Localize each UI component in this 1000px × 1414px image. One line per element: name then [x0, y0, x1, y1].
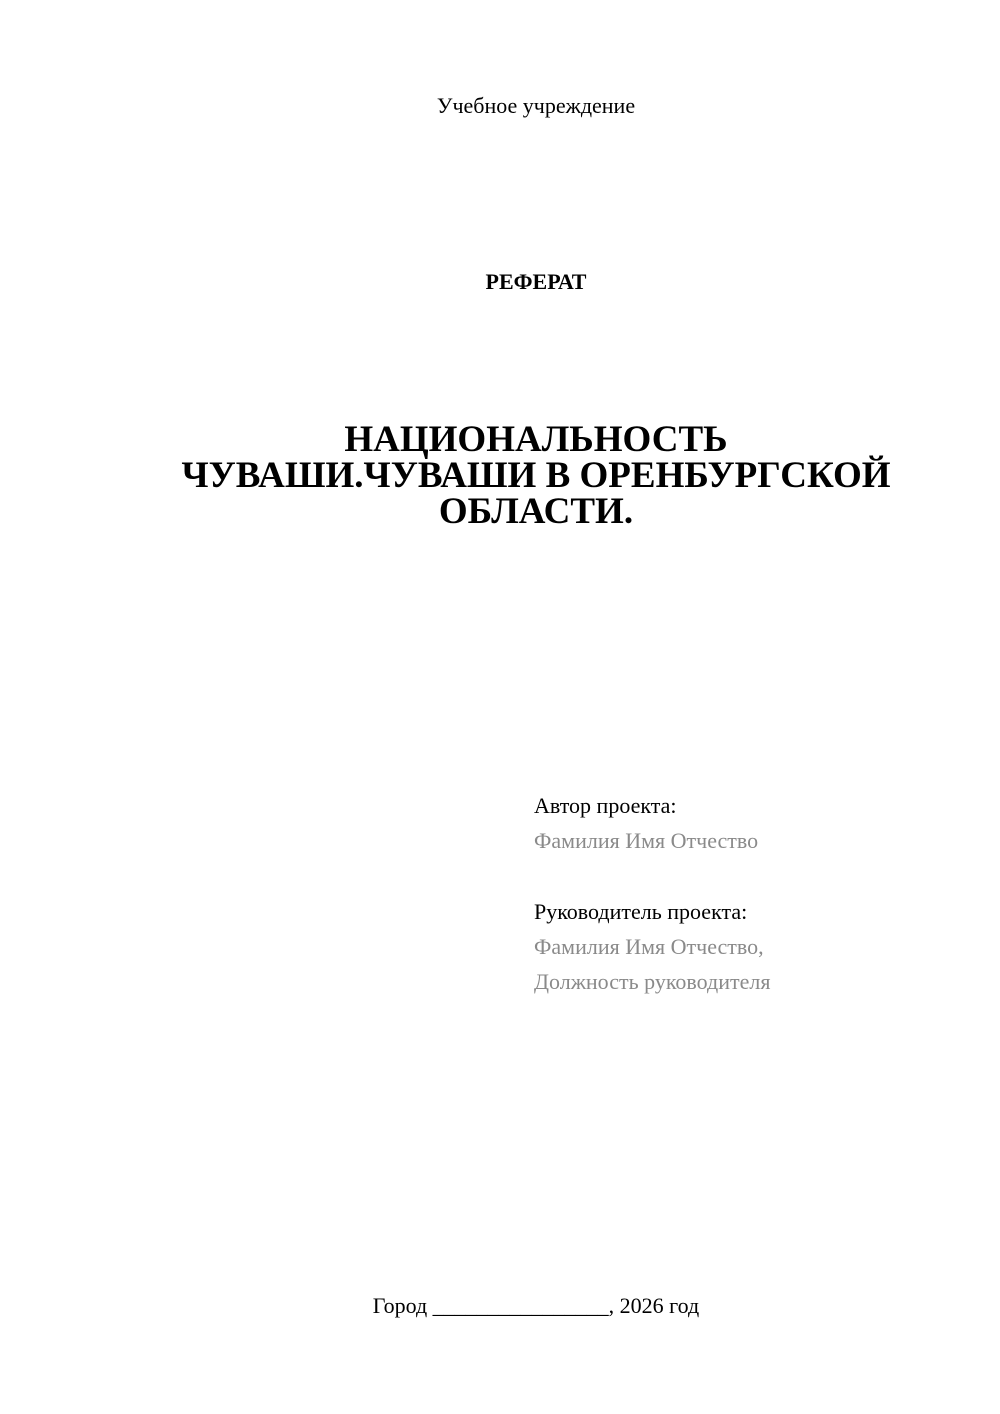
document-type: РЕФЕРАТ	[485, 269, 587, 294]
title-line: НАЦИОНАЛЬНОСТЬ	[344, 419, 728, 460]
title-line: ОБЛАСТИ.	[438, 491, 634, 532]
author-block	[534, 788, 758, 858]
city-year-footer: Город ________________, 2026 год	[372, 1293, 700, 1318]
author-name: Фамилия Имя Отчество	[534, 828, 759, 853]
supervisor-block	[534, 894, 770, 999]
supervisor-position: Должность руководителя	[534, 969, 771, 994]
title-line: ЧУВАШИ.ЧУВАШИ В ОРЕНБУРГСКОЙ	[181, 455, 891, 496]
supervisor-label: Руководитель проекта:	[534, 899, 748, 924]
author-label: Автор проекта:	[534, 793, 677, 818]
institution-name: Учебное учреждение	[436, 93, 636, 118]
supervisor-name: Фамилия Имя Отчество,	[534, 934, 764, 959]
document-title	[0, 419, 1000, 532]
